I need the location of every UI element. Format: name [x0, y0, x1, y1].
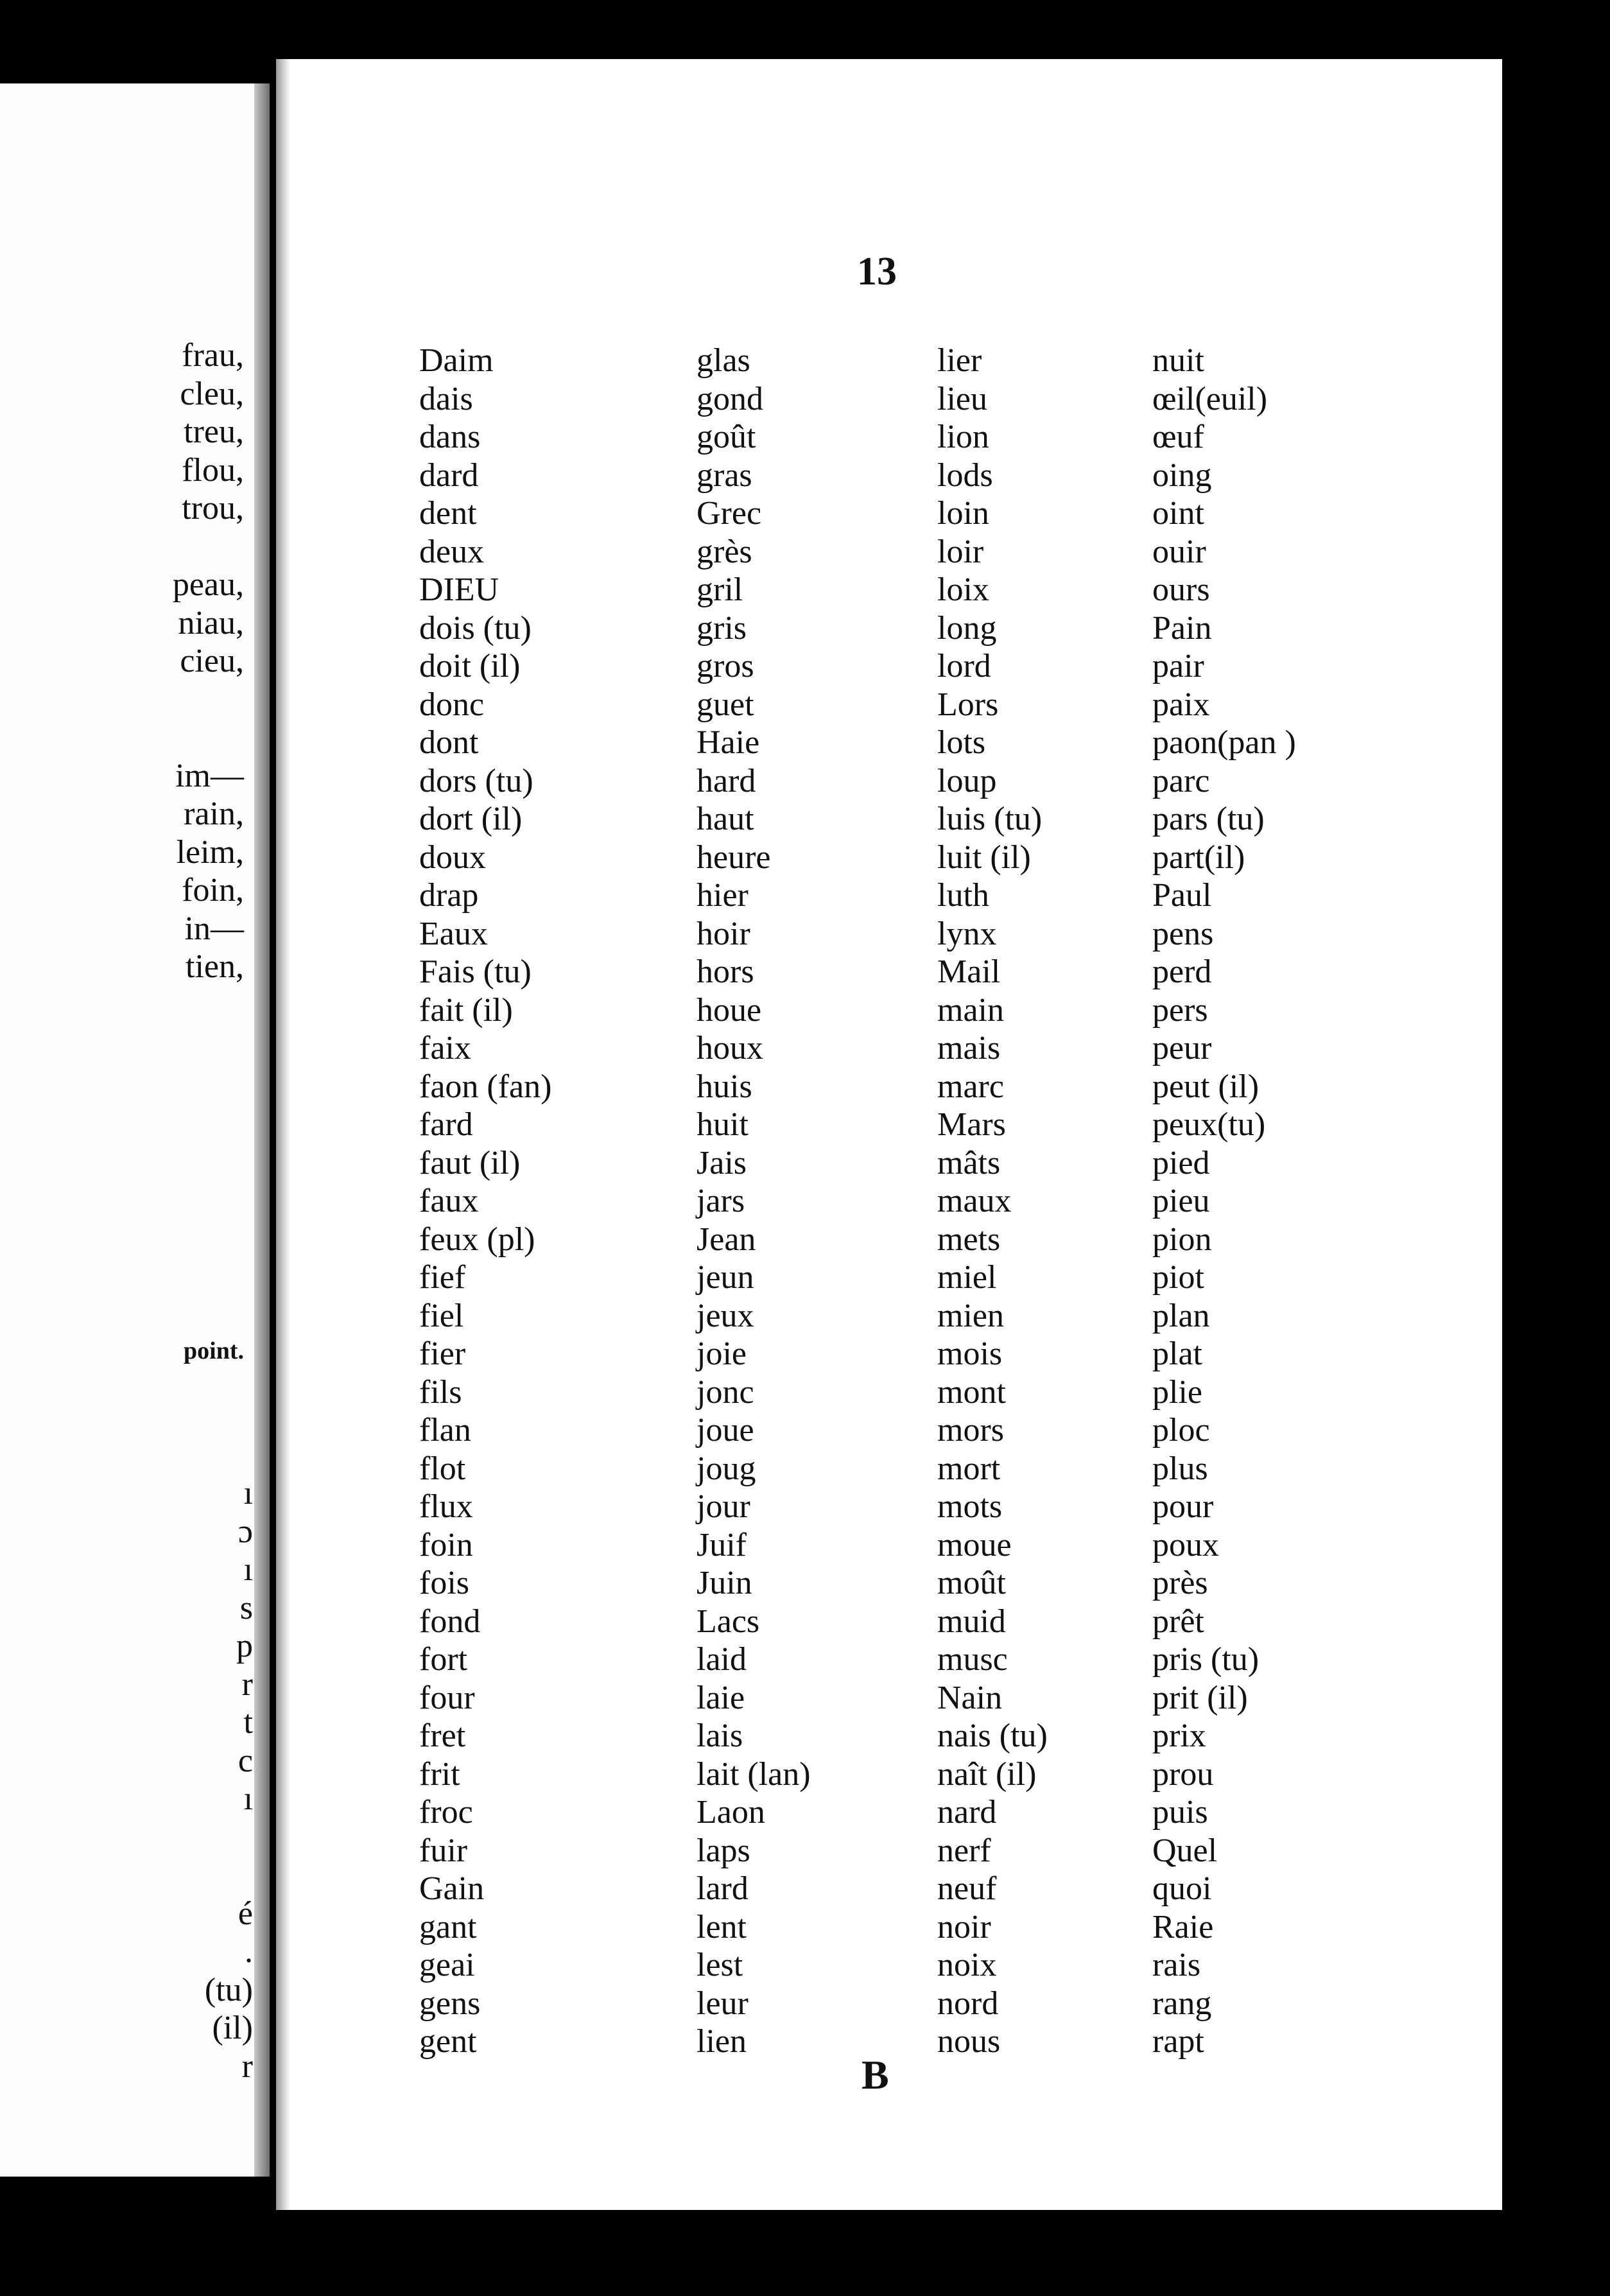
word-entry: oing: [1152, 457, 1212, 494]
word-entry: nerf: [937, 1832, 991, 1869]
word-entry: hors: [697, 953, 754, 990]
word-entry: huis: [697, 1068, 752, 1105]
facing-page-line: cleu,: [180, 375, 244, 412]
word-entry: faon (fan): [419, 1068, 552, 1105]
word-entry: plie: [1152, 1373, 1202, 1411]
word-entry: peux(tu): [1152, 1106, 1266, 1143]
word-entry: près: [1152, 1565, 1208, 1601]
word-entry: fard: [419, 1106, 473, 1143]
facing-page: [0, 83, 270, 2177]
word-entry: dais: [419, 380, 473, 417]
word-entry: fort: [419, 1641, 468, 1678]
facing-page-line: point.: [184, 1337, 244, 1364]
word-entry: moût: [937, 1565, 1006, 1601]
word-entry: loir: [937, 533, 984, 570]
word-entry: jour: [697, 1488, 750, 1525]
word-entry: mien: [937, 1297, 1004, 1334]
word-entry: fois: [419, 1565, 469, 1601]
facing-page-line: ı: [243, 1475, 253, 1511]
word-entry: parc: [1152, 762, 1210, 799]
word-entry: lots: [937, 724, 986, 761]
word-entry: Juif: [697, 1526, 747, 1563]
word-entry: flan: [419, 1412, 471, 1448]
word-entry: froc: [419, 1794, 473, 1831]
word-entry: houx: [697, 1030, 763, 1066]
word-entry: fiel: [419, 1297, 464, 1334]
word-entry: loix: [937, 571, 989, 608]
word-entry: dans: [419, 419, 481, 455]
word-entry: pers: [1152, 991, 1208, 1029]
word-entry: dent: [419, 495, 477, 532]
facing-page-line: frau,: [182, 337, 244, 374]
word-entry: jeux: [697, 1297, 754, 1334]
word-entry: nuit: [1152, 342, 1204, 379]
word-entry: marc: [937, 1068, 1004, 1105]
word-entry: Eaux: [419, 915, 488, 952]
word-entry: four: [419, 1679, 475, 1716]
word-entry: doux: [419, 839, 486, 876]
word-column-3: [937, 342, 1048, 2061]
word-entry: fils: [419, 1373, 462, 1411]
facing-page-line: p: [236, 1628, 253, 1664]
word-column-1: [419, 342, 551, 2061]
word-entry: plat: [1152, 1335, 1202, 1372]
word-entry: moue: [937, 1526, 1012, 1563]
word-entry: gras: [697, 457, 752, 494]
page-gutter: [254, 83, 270, 2177]
word-entry: drap: [419, 877, 479, 914]
word-entry: prit (il): [1152, 1679, 1248, 1716]
facing-page-line: (tu): [204, 1971, 253, 2008]
word-entry: faux: [419, 1183, 479, 1219]
word-entry: dort (il): [419, 801, 523, 837]
word-entry: mort: [937, 1450, 1001, 1487]
word-entry: miel: [937, 1259, 997, 1296]
word-entry: nous: [937, 2023, 1001, 2060]
word-entry: dard: [419, 457, 479, 494]
word-entry: heure: [697, 839, 771, 876]
printer-signature-mark: B: [861, 2052, 889, 2098]
word-entry: Grec: [697, 495, 762, 532]
word-entry: œuf: [1152, 419, 1204, 455]
facing-page-line: t: [243, 1704, 253, 1741]
word-entry: gris: [697, 609, 747, 647]
word-entry: plus: [1152, 1450, 1208, 1487]
word-entry: noix: [937, 1947, 997, 1983]
facing-page-line: treu,: [184, 413, 244, 450]
facing-page-line: peau,: [172, 566, 244, 603]
word-entry: luis (tu): [937, 801, 1043, 837]
word-entry: laie: [697, 1679, 745, 1716]
word-entry: Pain: [1152, 609, 1212, 647]
word-entry: grès: [697, 533, 752, 570]
word-entry: ours: [1152, 571, 1210, 608]
book-page: [276, 59, 1502, 2210]
word-entry: guet: [697, 686, 754, 723]
word-entry: prix: [1152, 1718, 1206, 1754]
word-entry: Nain: [937, 1679, 1003, 1716]
word-entry: lent: [697, 1908, 747, 1945]
word-entry: ouir: [1152, 533, 1206, 570]
word-entry: œil(euil): [1152, 380, 1268, 417]
word-entry: part(il): [1152, 839, 1245, 876]
word-entry: rapt: [1152, 2023, 1204, 2060]
word-entry: mets: [937, 1221, 1001, 1258]
word-entry: lest: [697, 1947, 743, 1983]
word-entry: lord: [937, 648, 991, 684]
word-entry: maux: [937, 1183, 1012, 1219]
word-entry: Daim: [419, 342, 494, 379]
word-entry: hier: [697, 877, 749, 914]
word-entry: lais: [697, 1718, 743, 1754]
word-entry: faix: [419, 1030, 471, 1066]
word-column-2: [697, 342, 811, 2061]
word-entry: perd: [1152, 953, 1212, 990]
word-entry: pens: [1152, 915, 1214, 952]
word-entry: DIEU: [419, 571, 499, 608]
word-entry: lier: [937, 342, 982, 379]
word-entry: dors (tu): [419, 762, 533, 799]
word-entry: Mail: [937, 953, 1001, 990]
word-entry: pion: [1152, 1221, 1212, 1258]
word-entry: neuf: [937, 1870, 997, 1907]
word-entry: laps: [697, 1832, 750, 1869]
facing-page-line: im—: [175, 757, 244, 794]
word-entry: huit: [697, 1106, 749, 1143]
word-entry: rais: [1152, 1947, 1201, 1983]
facing-page-line: niau,: [178, 604, 244, 641]
word-entry: fief: [419, 1259, 466, 1296]
facing-page-line: leim,: [176, 833, 244, 871]
word-entry: joie: [697, 1335, 747, 1372]
word-entry: jeun: [697, 1259, 754, 1296]
word-entry: lieu: [937, 380, 987, 417]
word-entry: joug: [697, 1450, 756, 1487]
word-entry: muid: [937, 1603, 1006, 1640]
word-entry: fait (il): [419, 991, 513, 1029]
facing-page-line: .: [245, 1933, 253, 1970]
word-entry: luit (il): [937, 839, 1031, 876]
word-entry: lard: [697, 1870, 749, 1907]
facing-page-line: trou,: [182, 490, 244, 526]
word-entry: flot: [419, 1450, 466, 1487]
facing-page-line: r: [241, 1665, 253, 1703]
word-entry: feux (pl): [419, 1221, 535, 1258]
word-entry: Fais (tu): [419, 953, 532, 990]
word-entry: Lors: [937, 686, 999, 723]
word-entry: paix: [1152, 686, 1210, 723]
word-entry: musc: [937, 1641, 1008, 1678]
word-entry: gent: [419, 2023, 477, 2060]
word-entry: fuir: [419, 1832, 468, 1869]
word-entry: prêt: [1152, 1603, 1204, 1640]
facing-page-line: cieu,: [180, 643, 244, 679]
word-entry: ploc: [1152, 1412, 1210, 1448]
word-entry: doit (il): [419, 648, 521, 684]
word-entry: fier: [419, 1335, 466, 1372]
word-entry: fret: [419, 1718, 466, 1754]
word-entry: faut (il): [419, 1144, 521, 1181]
word-entry: nord: [937, 1985, 999, 2022]
word-column-4: [1152, 342, 1296, 2061]
word-entry: flux: [419, 1488, 473, 1525]
word-entry: donc: [419, 686, 485, 723]
word-entry: pair: [1152, 648, 1204, 684]
word-entry: noir: [937, 1908, 991, 1945]
word-entry: loin: [937, 495, 989, 532]
word-entry: naît (il): [937, 1755, 1037, 1793]
word-entry: Laon: [697, 1794, 765, 1831]
word-entry: gril: [697, 571, 743, 608]
word-entry: nais (tu): [937, 1718, 1048, 1754]
word-entry: pied: [1152, 1144, 1210, 1181]
word-entry: prou: [1152, 1755, 1214, 1793]
word-entry: mâts: [937, 1144, 1001, 1181]
word-entry: jonc: [697, 1373, 754, 1411]
word-entry: pieu: [1152, 1183, 1210, 1219]
word-entry: goût: [697, 419, 756, 455]
word-entry: main: [937, 991, 1004, 1029]
word-entry: Paul: [1152, 877, 1212, 914]
word-entry: gens: [419, 1985, 481, 2022]
word-entry: piot: [1152, 1259, 1204, 1296]
word-entry: peut (il): [1152, 1068, 1259, 1105]
word-entry: lion: [937, 419, 989, 455]
facing-page-line: flou,: [182, 451, 244, 489]
word-entry: gant: [419, 1908, 477, 1945]
word-entry: haut: [697, 801, 754, 837]
facing-page-line: rain,: [184, 796, 244, 832]
word-entry: laid: [697, 1641, 747, 1678]
word-entry: lait (lan): [697, 1755, 811, 1793]
word-entry: plan: [1152, 1297, 1210, 1334]
word-entry: long: [937, 609, 997, 647]
word-entry: deux: [419, 533, 485, 570]
facing-page-line: é: [238, 1895, 253, 1932]
facing-page-line: s: [239, 1589, 253, 1626]
word-entry: pour: [1152, 1488, 1214, 1525]
word-entry: puis: [1152, 1794, 1208, 1831]
word-entry: oint: [1152, 495, 1204, 532]
word-entry: Haie: [697, 724, 760, 761]
word-entry: loup: [937, 762, 997, 799]
word-entry: joue: [697, 1412, 754, 1448]
word-entry: hoir: [697, 915, 750, 952]
facing-page-line: tien,: [186, 948, 244, 985]
word-entry: houe: [697, 991, 762, 1029]
word-entry: mont: [937, 1373, 1006, 1411]
word-entry: pars (tu): [1152, 801, 1265, 837]
word-entry: rang: [1152, 1985, 1212, 2022]
facing-page-line: c: [238, 1742, 253, 1779]
word-entry: hard: [697, 762, 756, 799]
word-entry: fond: [419, 1603, 481, 1640]
word-entry: lynx: [937, 915, 997, 952]
word-entry: quoi: [1152, 1870, 1212, 1907]
word-entry: frit: [419, 1755, 460, 1793]
facing-page-line: in—: [184, 910, 244, 947]
facing-page-line: (il): [212, 2010, 253, 2046]
facing-page-line: r: [241, 2048, 253, 2085]
facing-page-line: foin,: [182, 872, 244, 909]
word-entry: Mars: [937, 1106, 1006, 1143]
word-entry: nard: [937, 1794, 997, 1831]
word-entry: mors: [937, 1412, 1004, 1448]
word-entry: mois: [937, 1335, 1003, 1372]
word-entry: Jean: [697, 1221, 756, 1258]
word-entry: Quel: [1152, 1832, 1218, 1869]
page-number: 13: [857, 250, 897, 293]
word-entry: dont: [419, 724, 479, 761]
word-entry: Raie: [1152, 1908, 1214, 1945]
word-entry: gros: [697, 648, 754, 684]
facing-page-line: ı: [243, 1780, 253, 1817]
word-entry: paon(pan ): [1152, 724, 1296, 761]
word-entry: luth: [937, 877, 989, 914]
word-entry: gond: [697, 380, 763, 417]
word-entry: lods: [937, 457, 993, 494]
word-entry: lien: [697, 2023, 747, 2060]
word-entry: Jais: [697, 1144, 747, 1181]
word-entry: foin: [419, 1526, 473, 1563]
word-entry: dois (tu): [419, 609, 532, 647]
facing-page-line: ɔ: [238, 1513, 253, 1550]
word-entry: mots: [937, 1488, 1003, 1525]
page-binding-shadow: [276, 59, 290, 2210]
word-entry: poux: [1152, 1526, 1219, 1563]
word-entry: Gain: [419, 1870, 485, 1907]
word-entry: geai: [419, 1947, 475, 1983]
word-entry: Juin: [697, 1565, 752, 1601]
word-entry: Lacs: [697, 1603, 760, 1640]
facing-page-line: ı: [243, 1551, 253, 1588]
word-entry: jars: [697, 1183, 745, 1219]
word-entry: pris (tu): [1152, 1641, 1259, 1678]
word-entry: peur: [1152, 1030, 1212, 1066]
word-entry: mais: [937, 1030, 1001, 1066]
word-entry: leur: [697, 1985, 749, 2022]
word-entry: glas: [697, 342, 750, 379]
